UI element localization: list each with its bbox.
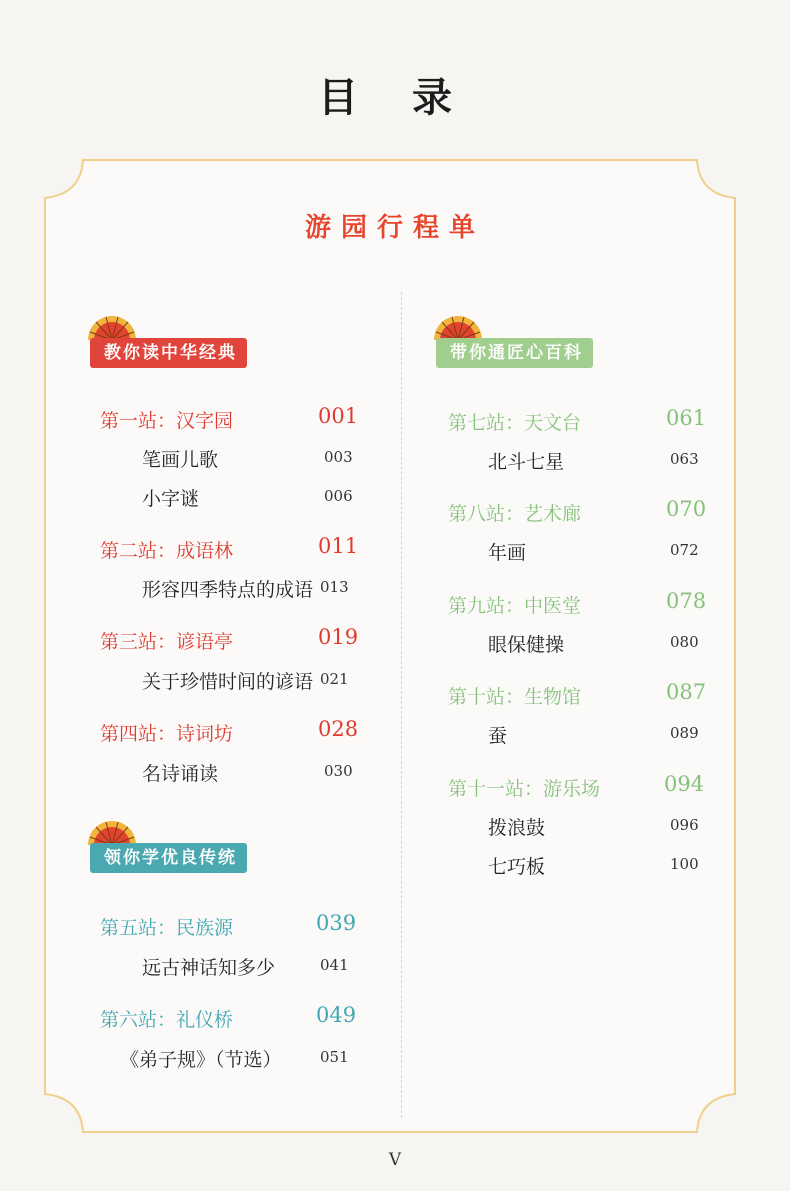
station-title: 第七站：天文台 [448, 412, 582, 434]
page-title: 目 录 [318, 74, 472, 121]
station-title: 第十站：生物馆 [448, 686, 582, 708]
item-title: 笔画儿歌 [142, 449, 219, 471]
banner-label: 教你读中华经典 [90, 338, 247, 368]
toc-item[interactable] [142, 667, 349, 694]
toc-station[interactable] [448, 680, 707, 709]
station-title: 第二站：成语林 [100, 540, 234, 562]
item-title: 年画 [488, 542, 527, 564]
toc-item[interactable] [488, 852, 699, 879]
station-title: 第五站：民族源 [100, 917, 234, 939]
toc-item[interactable] [142, 759, 353, 786]
item-page: 013 [320, 578, 349, 596]
station-page: 001 [318, 404, 359, 428]
toc-station[interactable] [100, 625, 359, 654]
item-page: 021 [320, 670, 349, 688]
toc-item[interactable] [142, 445, 353, 472]
toc-station[interactable] [448, 406, 707, 435]
toc-station[interactable] [100, 911, 357, 940]
item-title: 小字谜 [142, 488, 200, 510]
item-page: 051 [320, 1048, 349, 1066]
station-page: 070 [666, 497, 707, 521]
banner-label: 领你学优良传统 [90, 843, 247, 873]
toc-station[interactable] [448, 772, 705, 801]
item-title: 眼保健操 [488, 634, 565, 656]
toc-station[interactable] [448, 497, 707, 526]
toc-item[interactable] [488, 538, 699, 565]
station-title: 第十一站：游乐场 [448, 778, 601, 800]
item-page: 100 [670, 855, 699, 873]
station-title: 第六站：礼仪桥 [100, 1009, 234, 1031]
station-page: 019 [318, 625, 359, 649]
toc-station[interactable] [100, 534, 359, 563]
station-page: 039 [316, 911, 357, 935]
item-page: 030 [324, 762, 353, 780]
station-title: 第八站：艺术廊 [448, 503, 582, 525]
item-title: 远古神话知多少 [142, 957, 276, 979]
item-title: 《弟子规》（节选） [120, 1049, 282, 1071]
station-page: 049 [316, 1003, 357, 1027]
station-page: 011 [318, 534, 359, 558]
station-title: 第一站：汉字园 [100, 410, 234, 432]
station-page: 087 [666, 680, 707, 704]
item-title: 蚕 [488, 725, 508, 747]
toc-station[interactable] [100, 1003, 357, 1032]
toc-item[interactable] [488, 447, 699, 474]
item-page: 006 [324, 487, 353, 505]
item-title: 拨浪鼓 [488, 817, 546, 839]
station-page: 061 [666, 406, 707, 430]
toc-item[interactable] [142, 575, 349, 602]
toc-item[interactable] [142, 953, 349, 980]
item-title: 七巧板 [488, 856, 546, 878]
toc-item[interactable] [488, 721, 699, 748]
item-title: 关于珍惜时间的谚语 [142, 671, 314, 693]
station-page: 094 [664, 772, 705, 796]
station-title: 第四站：诗词坊 [100, 723, 234, 745]
toc-item[interactable] [488, 630, 699, 657]
station-title: 第九站：中医堂 [448, 595, 582, 617]
column-divider [401, 292, 402, 1118]
page-number: V [388, 1150, 402, 1170]
item-page: 080 [670, 633, 699, 651]
section-subtitle: 游园行程单 [304, 213, 485, 243]
toc-item[interactable] [120, 1045, 349, 1072]
item-page: 072 [670, 541, 699, 559]
item-page: 089 [670, 724, 699, 742]
item-page: 003 [324, 448, 353, 466]
item-page: 041 [320, 956, 349, 974]
item-title: 名诗诵读 [142, 763, 219, 785]
banner-label: 带你通匠心百科 [436, 338, 593, 368]
toc-item[interactable] [142, 484, 353, 511]
toc-station[interactable] [448, 589, 707, 618]
toc-station[interactable] [100, 404, 359, 433]
toc-item[interactable] [488, 813, 699, 840]
item-title: 形容四季特点的成语 [142, 579, 314, 601]
station-page: 078 [666, 589, 707, 613]
item-page: 096 [670, 816, 699, 834]
item-page: 063 [670, 450, 699, 468]
item-title: 北斗七星 [488, 451, 565, 473]
station-title: 第三站：谚语亭 [100, 631, 234, 653]
toc-station[interactable] [100, 717, 359, 746]
station-page: 028 [318, 717, 359, 741]
